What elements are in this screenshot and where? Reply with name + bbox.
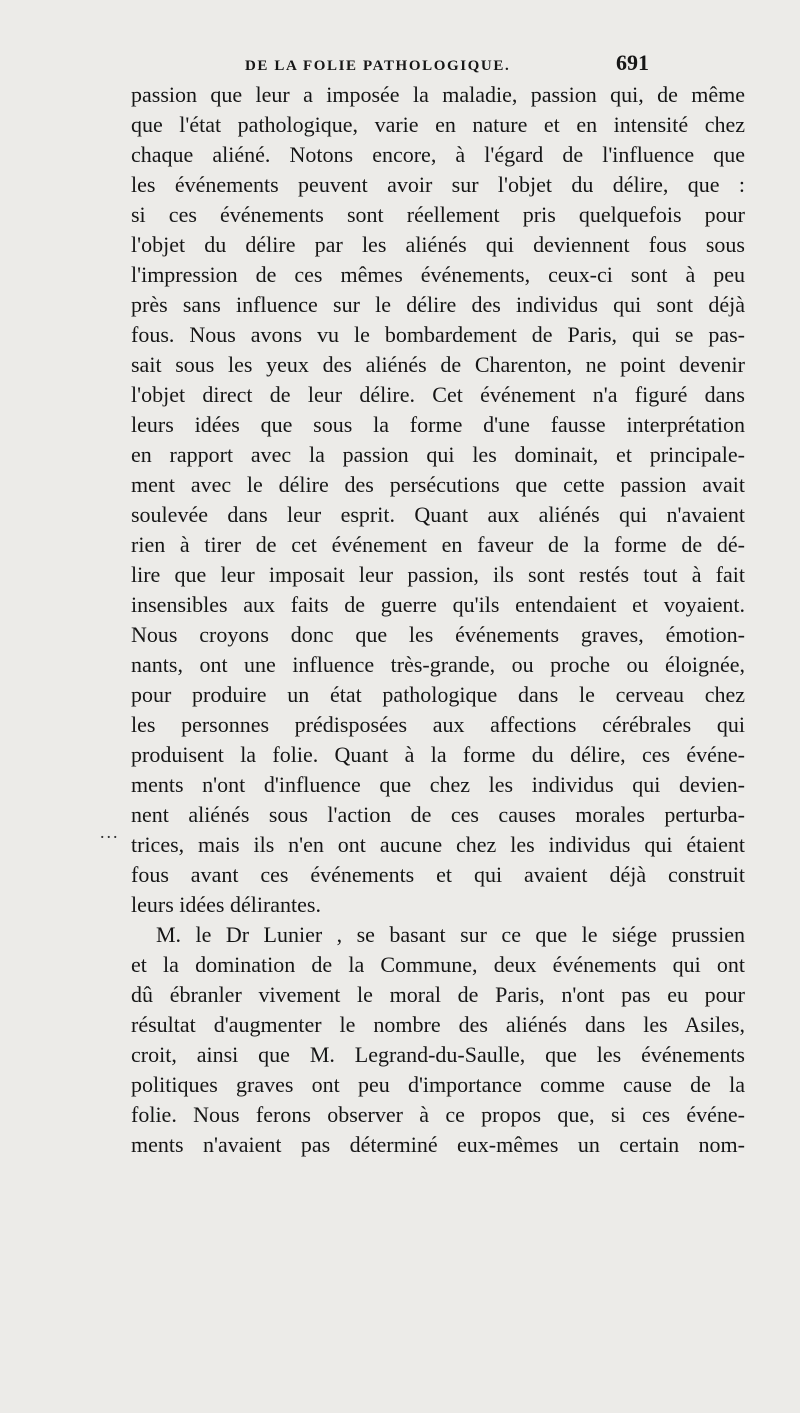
text-line: pour produire un état pathologique dans le cerveau chez (131, 682, 745, 707)
text-line: chaque aliéné. Notons encore, à l'égard de l'influence que (131, 142, 745, 167)
text-line: résultat d'augmenter le nombre des aliénés dans les Asiles, (131, 1012, 745, 1037)
text-line: l'objet du délire par les aliénés qui deviennent fous sous (131, 232, 745, 257)
text-line: fous. Nous avons vu le bombardement de Paris, qui se pas- (131, 322, 745, 347)
text-line: folie. Nous ferons observer à ce propos que, si ces événe- (131, 1102, 745, 1127)
text-line: leurs idées délirantes. (131, 892, 321, 917)
text-line: les événements peuvent avoir sur l'objet du délire, que : (131, 172, 745, 197)
text-line: l'objet direct de leur délire. Cet événement n'a figuré dans (131, 382, 745, 407)
text-line: croit, ainsi que M. Legrand-du-Saulle, que les événements (131, 1042, 745, 1067)
text-line: lire que leur imposait leur passion, ils sont restés tout à fait (131, 562, 745, 587)
text-line: nants, ont une influence très-grande, ou proche ou éloignée, (131, 652, 745, 677)
text-line: que l'état pathologique, varie en nature et en intensité chez (131, 112, 745, 137)
text-line: ment avec le délire des persécutions que cette passion avait (131, 472, 745, 497)
text-line: insensibles aux faits de guerre qu'ils entendaient et voyaient. (131, 592, 745, 617)
text-line: politiques graves ont peu d'importance comme cause de la (131, 1072, 745, 1097)
text-line: si ces événements sont réellement pris quelquefois pour (131, 202, 745, 227)
text-line: les personnes prédisposées aux affections cérébrales qui (131, 712, 745, 737)
text-line: rien à tirer de cet événement en faveur de la forme de dé- (131, 532, 745, 557)
text-line: fous avant ces événements et qui avaient déjà construit (131, 862, 745, 887)
text-line: près sans influence sur le délire des individus qui sont déjà (131, 292, 745, 317)
text-line: produisent la folie. Quant à la forme du délire, ces événe- (131, 742, 745, 767)
text-line: sait sous les yeux des aliénés de Charenton, ne point devenir (131, 352, 745, 377)
text-line: nent aliénés sous l'action de ces causes morales perturba- (131, 802, 745, 827)
margin-mark: ... (100, 822, 120, 842)
text-line: trices, mais ils n'en ont aucune chez les individus qui étaient (131, 832, 745, 857)
text-line: et la domination de la Commune, deux événements qui ont (131, 952, 745, 977)
text-line: soulevée dans leur esprit. Quant aux aliénés qui n'avaient (131, 502, 745, 527)
text-line: l'impression de ces mêmes événements, ceux-ci sont à peu (131, 262, 745, 287)
text-line: ments n'avaient pas déterminé eux-mêmes un certain nom- (131, 1132, 745, 1157)
running-head: DE LA FOLIE PATHOLOGIQUE. (245, 58, 511, 74)
text-line: leurs idées que sous la forme d'une fausse interprétation (131, 412, 745, 437)
text-line: Nous croyons donc que les événements graves, émotion- (131, 622, 745, 647)
text-line: dû ébranler vivement le moral de Paris, n'ont pas eu pour (131, 982, 745, 1007)
text-line: ments n'ont d'influence que chez les individus qui devien- (131, 772, 745, 797)
text-line: passion que leur a imposée la maladie, passion qui, de même (131, 82, 745, 107)
text-line: en rapport avec la passion qui les dominait, et principale- (131, 442, 745, 467)
text-line: M. le Dr Lunier , se basant sur ce que le siége prussien (156, 922, 745, 947)
page-number: 691 (616, 50, 649, 75)
